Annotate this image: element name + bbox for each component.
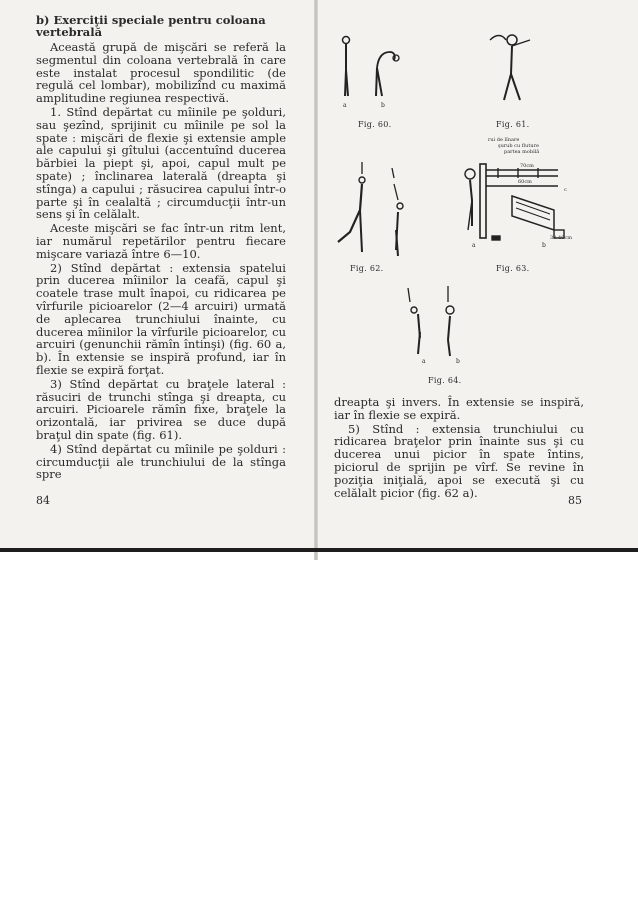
fig-60-caption: Fig. 60. (358, 120, 392, 129)
fig-64-caption: Fig. 64. (428, 376, 462, 385)
fig-60-label-b: b (381, 102, 385, 109)
fig-61-caption: Fig. 61. (496, 120, 530, 129)
fig-64-label-b: b (456, 358, 460, 365)
paragraph-exercise-1: 1. Stînd depărtat cu mîinile pe şolduri, sau şezînd, sprijinit cu mîinile pe sol la spate : mişcări de flexie şi extensie ample ale capului şi gîtului (accentuînd ducerea bărbiei la piept şi, apoi, capul mult pe spate) ; înclinarea laterală (dreapta şi stînga) a capului ; răsucirea capului într-o parte şi în cealaltă ; circumducţii într-un sens şi în celălalt. (36, 104, 286, 222)
fig-63-callout-c: c (564, 187, 567, 193)
paragraph-exercise-2: 2) Stînd depărtat : extensia spatelui prin ducerea mîinilor la ceafă, capul şi coatele trase mult înapoi, cu ridicarea pe vîrfurile picioarelor (2—4 arcuiri) urmată de aplecarea trunchiului înainte, cu ducerea mîinilor la vîrfurile picioarelor, cu arcuiri (genunchii rămîn întinşi) (fig. 60 a, b). În extensie se inspiră profund, iar în flexie se expiră forţat. (36, 260, 286, 377)
fig-63-caption: Fig. 63. (496, 264, 530, 273)
left-page (36, 14, 286, 482)
figures-area (318, 20, 618, 392)
fig-63-label-a: a (472, 242, 476, 249)
bottom-edge-rule (0, 548, 638, 552)
fig-61-illustration (478, 28, 548, 118)
paragraph-rhythm: Aceste mişcări se fac într-un ritm lent, iar numărul repetărilor pentru fiecare mişcare variază între 6—10. (36, 221, 286, 261)
page-number-left: 84 (36, 494, 50, 507)
fig-63-callout-mobile-part: partea mobilă (504, 149, 540, 155)
fig-63-callout-70cm: 70cm (520, 163, 534, 169)
section-heading: b) Exerciţii speciale pentru coloana vertebrală (36, 13, 266, 39)
paragraph-exercise-4: 4) Stînd depărtat cu mîinile pe şolduri : circumducţii ale trunchiului de la stînga spre (36, 441, 286, 482)
fig-63-illustration (458, 137, 578, 260)
right-page-text (334, 396, 584, 500)
paragraph-continuation: dreapta şi invers. În extensie se inspiră, iar în flexie se expiră. (334, 395, 584, 422)
page-number-right: 85 (568, 494, 582, 507)
fig-63-callout-30-40cm: 30-40cm (550, 235, 572, 241)
paragraph-exercise-5: 5) Stînd : extensia trunchiului cu ridicarea braţelor prin înainte sus şi cu ducerea unui picior în spate întins, piciorul de sprijin pe vîrf. Se revine în poziţia iniţială, apoi se execută şi cu celălalt picior (fig. 62 a). (334, 421, 584, 500)
fig-64-label-a: a (422, 358, 426, 365)
paragraph-intro: Această grupă de mişcări se referă la segmentul din coloana vertebrală în care este instalat procesul spondilitic (de regulă cel lombar), mobilizînd cu maximă amplitudine regiunea respectivă. (36, 40, 286, 106)
paragraph-exercise-3: 3) Stînd depărtat cu braţele lateral : răsuciri de trunchi stînga şi dreapta, cu arcuiri. Picioarele rămîn fixe, braţele la orizontală, iar privirea se duce după braţul din spate (fig. 61). (36, 376, 286, 442)
fig-63-label-b: b (542, 242, 546, 249)
fig-63-callout-screw: şurub cu fluture (498, 143, 539, 149)
fig-62-caption: Fig. 62. (350, 264, 384, 273)
fig-60-illustration (332, 30, 412, 110)
fig-62-illustration (326, 160, 436, 270)
fig-63-callout-rail: rui de lînare (488, 137, 520, 143)
fig-60-label-a: a (343, 102, 347, 109)
fig-63-callout-60cm: 60cm (518, 179, 532, 185)
fig-64-illustration (398, 282, 478, 362)
